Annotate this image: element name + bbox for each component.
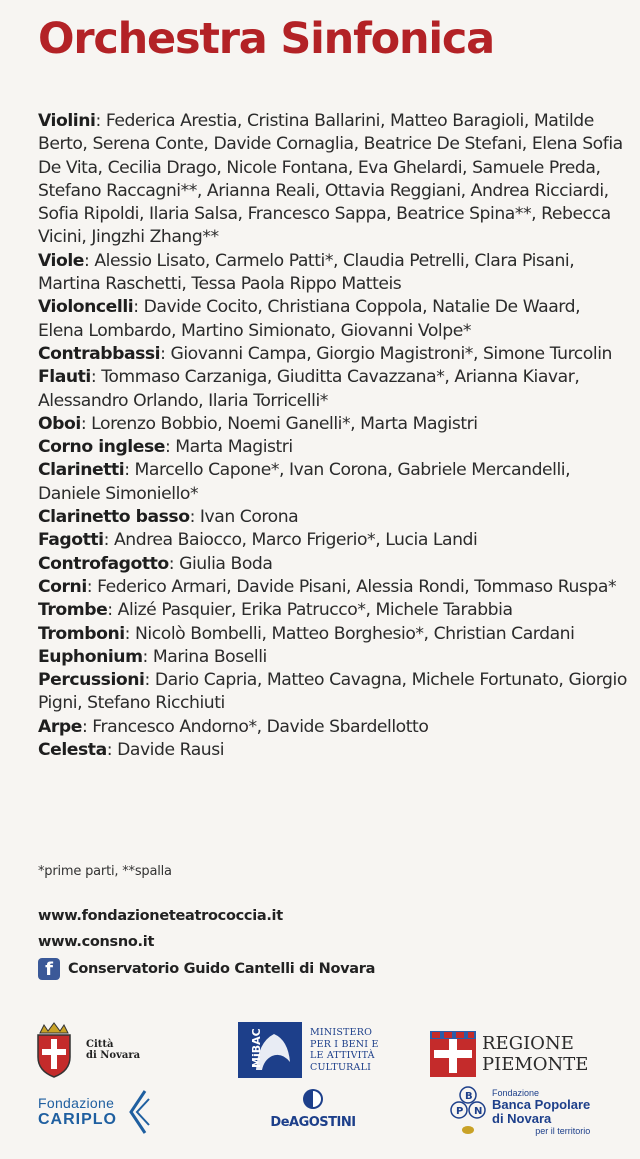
section-percussioni: [38, 669, 628, 716]
bpn-line-4: per il territorio: [535, 1126, 591, 1136]
logo-citta-di-novara: [30, 1018, 150, 1082]
section-label: Tromboni: [38, 623, 125, 644]
section-oboi: [38, 413, 628, 436]
section-label: Fagotti: [38, 530, 104, 551]
section-celesta: [38, 739, 628, 762]
section-members: : Marina Boselli: [142, 646, 267, 667]
page-title: Orchestra Sinfonica: [38, 14, 494, 64]
website-link-teatro[interactable]: www.fondazioneteatrococcia.it: [38, 908, 283, 924]
section-members: : Giulia Boda: [168, 553, 273, 574]
section-flauti: [38, 366, 628, 413]
section-fagotti: [38, 529, 628, 552]
section-members: : Davide Cocito, Christiana Coppola, Natalie De Waard, Elena Lombardo, Martino Simionato, Giovanni Volpe*: [38, 297, 581, 341]
section-violini: [38, 110, 628, 250]
section-members: : Francesco Andorno*, Davide Sbardellotto: [81, 716, 429, 737]
cariplo-line-2: CARIPLO: [38, 1111, 117, 1128]
section-members: : Federica Arestia, Cristina Ballarini, Matteo Baragioli, Matilde Berto, Serena Conte, Davide Cornaglia, Beatrice De Stefani, Elena Sofia De Vita, Cecilia Drago, Nicole Fontana, Eva Ghelardi, Samuele Preda, Stefano Raccagni**, Arianna Reali, Ottavia Reggiani, Andrea Ricciardi, Sofia Ripoldi, Ilaria Salsa, Francesco Sappa, Beatrice Spina**, Rebecca Vicini, Jingzhi Zhang**: [38, 111, 623, 248]
facebook-icon: f: [38, 958, 60, 980]
section-violoncelli: [38, 296, 628, 343]
mibac-mark-icon: [238, 1022, 302, 1078]
section-clarinetti: [38, 459, 628, 506]
section-label: Clarinetto basso: [38, 507, 190, 528]
section-viole: [38, 250, 628, 297]
section-members: : Dario Capria, Matteo Cavagna, Michele Fortunato, Giorgio Pigni, Stefano Ricchiuti: [38, 670, 627, 714]
section-arpe: [38, 716, 628, 739]
section-members: : Andrea Baiocco, Marco Frigerio*, Lucia Landi: [103, 530, 478, 551]
bpn-line-3: di Novara: [492, 1111, 552, 1126]
logo-fondazione-bpn: [450, 1082, 610, 1142]
section-corni: [38, 576, 628, 599]
section-members: : Lorenzo Bobbio, Noemi Ganelli*, Marta Magistri: [80, 413, 478, 434]
section-trombe: [38, 599, 628, 622]
section-members: : Tommaso Carzaniga, Giuditta Cavazzana*, Arianna Kiavar, Alessandro Orlando, Ilaria Torricelli*: [38, 367, 580, 411]
section-euphonium: [38, 646, 628, 669]
novara-line-2: di Novara: [86, 1050, 141, 1061]
section-members: : Alessio Lisato, Carmelo Patti*, Claudia Petrelli, Clara Pisani, Martina Raschetti, Tessa Paola Rippo Matteis: [38, 250, 575, 295]
bpn-letter-p: P: [456, 1106, 464, 1117]
cariplo-line-1: Fondazione: [38, 1095, 115, 1111]
section-clarinetto-basso: [38, 506, 628, 529]
sponsor-logos: [0, 1010, 640, 1159]
facebook-row[interactable]: [38, 958, 375, 980]
logo-mibac: [238, 1018, 388, 1082]
section-label: Corni: [38, 576, 87, 597]
footnote: *prime parti, **spalla: [38, 864, 172, 879]
section-members: : Giovanni Campa, Giorgio Magistroni*, Simone Turcolin: [160, 343, 612, 364]
piemonte-flag-icon: [430, 1031, 476, 1077]
section-label: Contrabbassi: [38, 343, 161, 364]
section-label: Controfagotto: [38, 553, 169, 574]
deagostini-mark-icon: [302, 1088, 324, 1110]
bpn-line-1: Fondazione: [492, 1088, 540, 1098]
website-link-conservatorio[interactable]: www.consno.it: [38, 934, 155, 950]
novara-crest-icon: [30, 1021, 78, 1079]
section-members: : Federico Armari, Davide Pisani, Alessia Rondi, Tommaso Ruspa*: [86, 576, 617, 597]
section-controfagotto: [38, 553, 628, 576]
section-members: : Marcello Capone*, Ivan Corona, Gabriele Mercandelli, Daniele Simoniello*: [38, 460, 571, 504]
section-members: : Marta Magistri: [164, 437, 293, 458]
section-label: Clarinetti: [38, 460, 125, 481]
section-label: Percussioni: [38, 670, 145, 691]
bpn-mark-icon: [450, 1086, 486, 1138]
section-corno-inglese: [38, 436, 628, 459]
bpn-letter-n: N: [474, 1106, 483, 1117]
mibac-line-1: MINISTERO: [310, 1027, 373, 1038]
section-members: : Alizé Pasquier, Erika Patrucco*, Michele Tarabbia: [107, 600, 513, 621]
logo-regione-piemonte: [430, 1024, 600, 1084]
section-label: Oboi: [38, 413, 81, 434]
facebook-page-link[interactable]: Conservatorio Guido Cantelli di Novara: [68, 961, 376, 977]
section-label: Trombe: [38, 600, 108, 621]
mibac-line-4: CULTURALI: [310, 1061, 372, 1073]
section-tromboni: [38, 623, 628, 646]
deagostini-wordmark: DeAGOSTINI: [270, 1115, 356, 1130]
section-label: Violoncelli: [38, 297, 134, 318]
cariplo-mark-icon: [125, 1087, 151, 1137]
section-label: Arpe: [38, 716, 82, 737]
mibac-mark-text: MiBAC: [250, 1028, 263, 1068]
section-label: Celesta: [38, 740, 107, 761]
logo-deagostini: [258, 1088, 368, 1138]
section-label: Corno inglese: [38, 437, 165, 458]
links-block: [38, 906, 375, 980]
section-label: Violini: [38, 111, 96, 131]
logo-fondazione-cariplo: [38, 1082, 168, 1142]
bpn-letter-b: B: [465, 1091, 473, 1102]
regione-line-2: PIEMONTE: [482, 1054, 589, 1075]
novara-line-1: Città: [86, 1039, 114, 1050]
section-contrabbassi: [38, 343, 628, 366]
section-label: Flauti: [38, 367, 91, 388]
bpn-line-2: Banca Popolare: [492, 1097, 591, 1112]
mibac-line-3: LE ATTIVITÀ: [310, 1050, 375, 1061]
section-members: : Nicolò Bombelli, Matteo Borghesio*, Christian Cardani: [124, 623, 575, 644]
mibac-line-2: PER I BENI E: [310, 1038, 379, 1050]
section-members: : Ivan Corona: [189, 507, 299, 528]
regione-line-1: REGIONE: [482, 1033, 574, 1054]
section-label: Euphonium: [38, 646, 143, 667]
section-members: : Davide Rausi: [106, 740, 225, 761]
section-label: Viole: [38, 250, 84, 271]
orchestra-roster: [38, 110, 628, 762]
